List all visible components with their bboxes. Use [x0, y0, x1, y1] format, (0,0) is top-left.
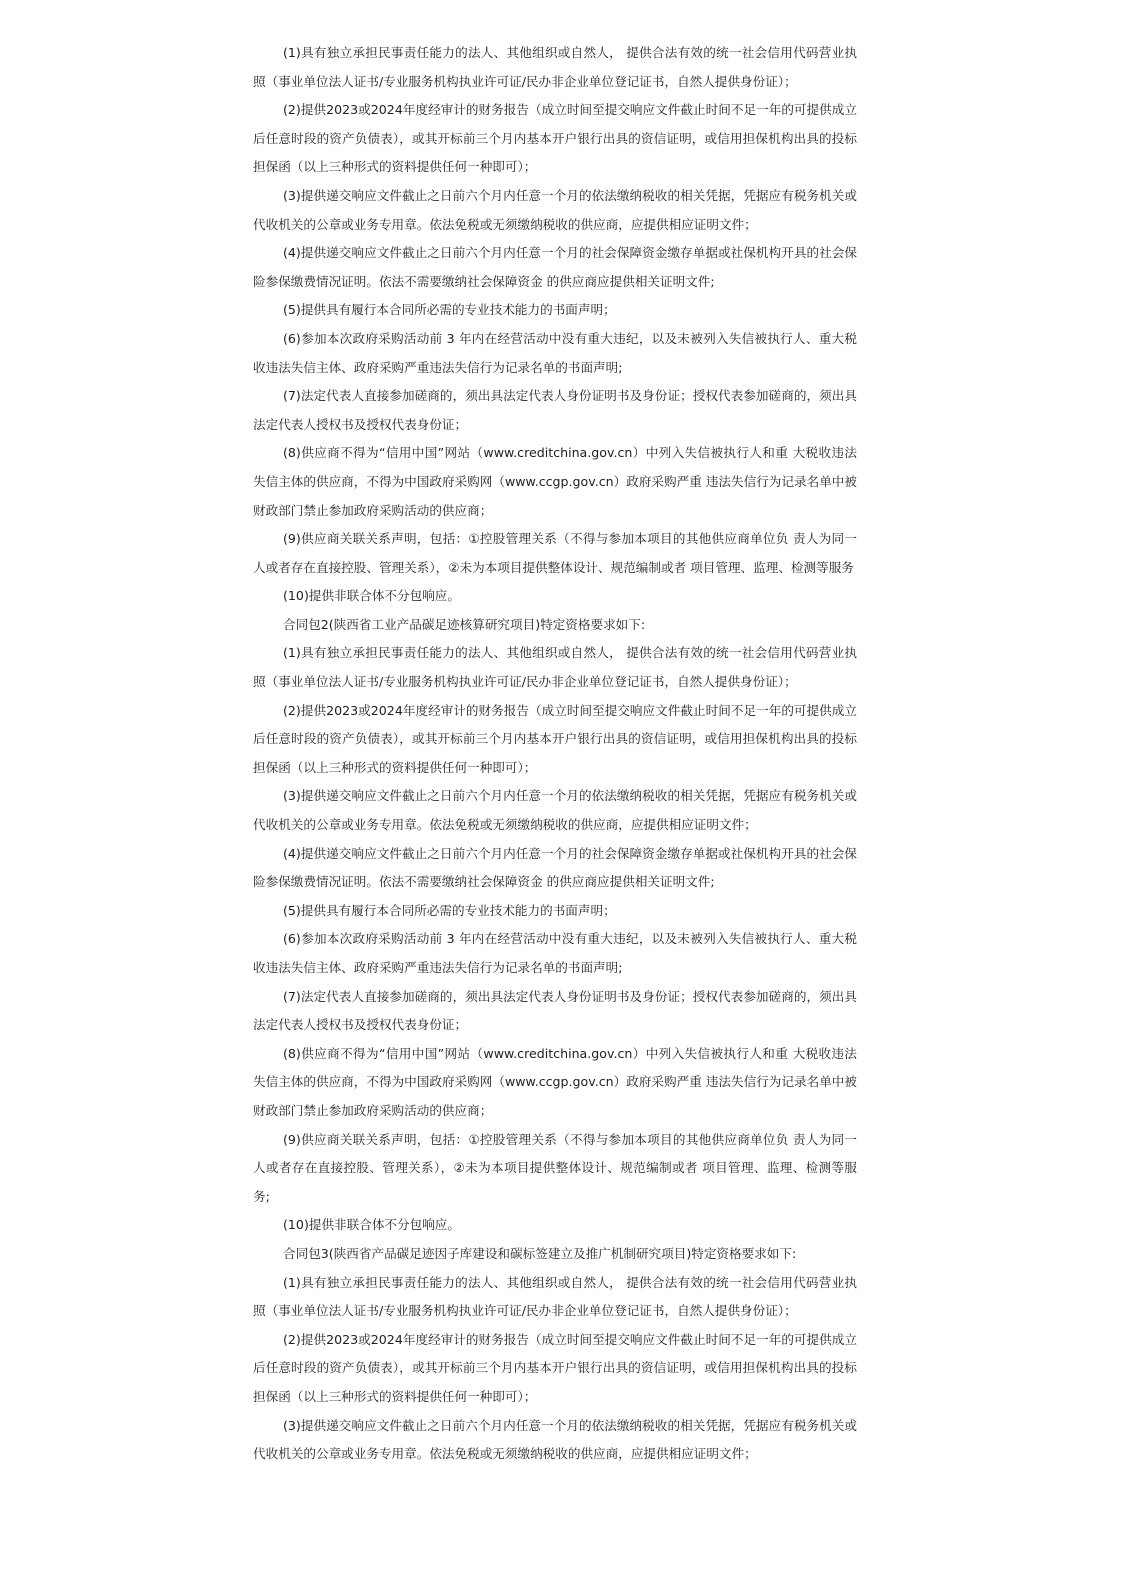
- paragraph: (8)供应商不得为“信用中国”网站（www.creditchina.gov.cn）中列入失信被执行人和重 大税收违法失信主体的供应商，不得为中国政府采购网（www.ccgp.gov.cn）政府采购严重 违法失信行为记录名单中被财政部门禁止参加政府采购活动的供应商；: [253, 445, 857, 518]
- paragraph: (3)提供递交响应文件截止之日前六个月内任意一个月的依法缴纳税收的相关凭据，凭据应有税务机关或代收机关的公章或业务专用章。依法免税或无须缴纳税收的供应商，应提供相应证明文件；: [253, 187, 857, 232]
- paragraph: (6)参加本次政府采购活动前 3 年内在经营活动中没有重大违纪，以及未被列入失信被执行人、重大税收违法失信主体、政府采购严重违法失信行为记录名单的书面声明;: [253, 330, 857, 375]
- paragraph: (9)供应商关联关系声明，包括：①控股管理关系（不得与参加本项目的其他供应商单位负 责人为同一人或者存在直接控股、管理关系），②未为本项目提供整体设计、规范编制或者 项目管理、监理、检测等服务;: [253, 1131, 857, 1204]
- paragraph: (1)具有独立承担民事责任能力的法人、其他组织或自然人， 提供合法有效的统一社会信用代码营业执照（事业单位法人证书/专业服务机构执业许可证/民办非企业单位登记证书，自然人提供身份证）；: [253, 45, 857, 89]
- paragraph: (7)法定代表人直接参加磋商的，须出具法定代表人身份证明书及身份证；授权代表参加磋商的，须出具法定代表人授权书及授权代表身份证；: [253, 988, 857, 1033]
- paragraph: (6)参加本次政府采购活动前 3 年内在经营活动中没有重大违纪，以及未被列入失信被执行人、重大税收违法失信主体、政府采购严重违法失信行为记录名单的书面声明;: [253, 931, 857, 975]
- paragraph: (2)提供2023或2024年度经审计的财务报告（成立时间至提交响应文件截止时间不足一年的可提供成立后任意时段的资产负债表），或其开标前三个月内基本开户银行出具的资信证明，或信用担保机构出具的投标担保函（以上三种形式的资料提供任何一种即可）；: [253, 1331, 857, 1404]
- paragraph: (10)提供非联合体不分包响应。: [283, 588, 460, 604]
- paragraph: (1)具有独立承担民事责任能力的法人、其他组织或自然人， 提供合法有效的统一社会信用代码营业执照（事业单位法人证书/专业服务机构执业许可证/民办非企业单位登记证书，自然人提供身份证）；: [253, 1274, 857, 1319]
- section-heading-package-2: 合同包2(陕西省工业产品碳足迹核算研究项目)特定资格要求如下:: [283, 616, 646, 632]
- paragraph: (5)提供具有履行本合同所必需的专业技术能力的书面声明；: [283, 902, 616, 918]
- paragraph: (4)提供递交响应文件截止之日前六个月内任意一个月的社会保障资金缴存单据或社保机构开具的社会保险参保缴费情况证明。依法不需要缴纳社会保障资金 的供应商应提供相关证明文件;: [253, 245, 857, 289]
- document-page: [253, 39, 857, 1469]
- paragraph: (3)提供递交响应文件截止之日前六个月内任意一个月的依法缴纳税收的相关凭据，凭据应有税务机关或代收机关的公章或业务专用章。依法免税或无须缴纳税收的供应商，应提供相应证明文件；: [253, 1417, 857, 1462]
- paragraph: (7)法定代表人直接参加磋商的，须出具法定代表人身份证明书及身份证；授权代表参加磋商的，须出具法定代表人授权书及授权代表身份证；: [253, 388, 857, 432]
- paragraph: (3)提供递交响应文件截止之日前六个月内任意一个月的依法缴纳税收的相关凭据，凭据应有税务机关或代收机关的公章或业务专用章。依法免税或无须缴纳税收的供应商，应提供相应证明文件；: [253, 788, 857, 833]
- paragraph: (9)供应商关联关系声明，包括：①控股管理关系（不得与参加本项目的其他供应商单位负 责人为同一人或者存在直接控股、管理关系），②未为本项目提供整体设计、规范编制或者 项目管理、监理、检测等服务: [253, 531, 857, 575]
- section-heading-package-3: 合同包3(陕西省产品碳足迹因子库建设和碳标签建立及推广机制研究项目)特定资格要求如下:: [283, 1245, 797, 1261]
- paragraph: (5)提供具有履行本合同所必需的专业技术能力的书面声明；: [283, 302, 616, 318]
- paragraph: (2)提供2023或2024年度经审计的财务报告（成立时间至提交响应文件截止时间不足一年的可提供成立后任意时段的资产负债表），或其开标前三个月内基本开户银行出具的资信证明，或信用担保机构出具的投标担保函（以上三种形式的资料提供任何一种即可）；: [253, 102, 857, 175]
- paragraph: (10)提供非联合体不分包响应。: [283, 1217, 460, 1233]
- paragraph: (4)提供递交响应文件截止之日前六个月内任意一个月的社会保障资金缴存单据或社保机构开具的社会保险参保缴费情况证明。依法不需要缴纳社会保障资金 的供应商应提供相关证明文件;: [253, 845, 857, 890]
- paragraph: (2)提供2023或2024年度经审计的财务报告（成立时间至提交响应文件截止时间不足一年的可提供成立后任意时段的资产负债表），或其开标前三个月内基本开户银行出具的资信证明，或信用担保机构出具的投标担保函（以上三种形式的资料提供任何一种即可）；: [253, 702, 857, 775]
- paragraph: (1)具有独立承担民事责任能力的法人、其他组织或自然人， 提供合法有效的统一社会信用代码营业执照（事业单位法人证书/专业服务机构执业许可证/民办非企业单位登记证书，自然人提供身份证）；: [253, 645, 857, 690]
- paragraph: (8)供应商不得为“信用中国”网站（www.creditchina.gov.cn）中列入失信被执行人和重 大税收违法失信主体的供应商，不得为中国政府采购网（www.ccgp.gov.cn）政府采购严重 违法失信行为记录名单中被财政部门禁止参加政府采购活动的供应商；: [253, 1045, 857, 1118]
